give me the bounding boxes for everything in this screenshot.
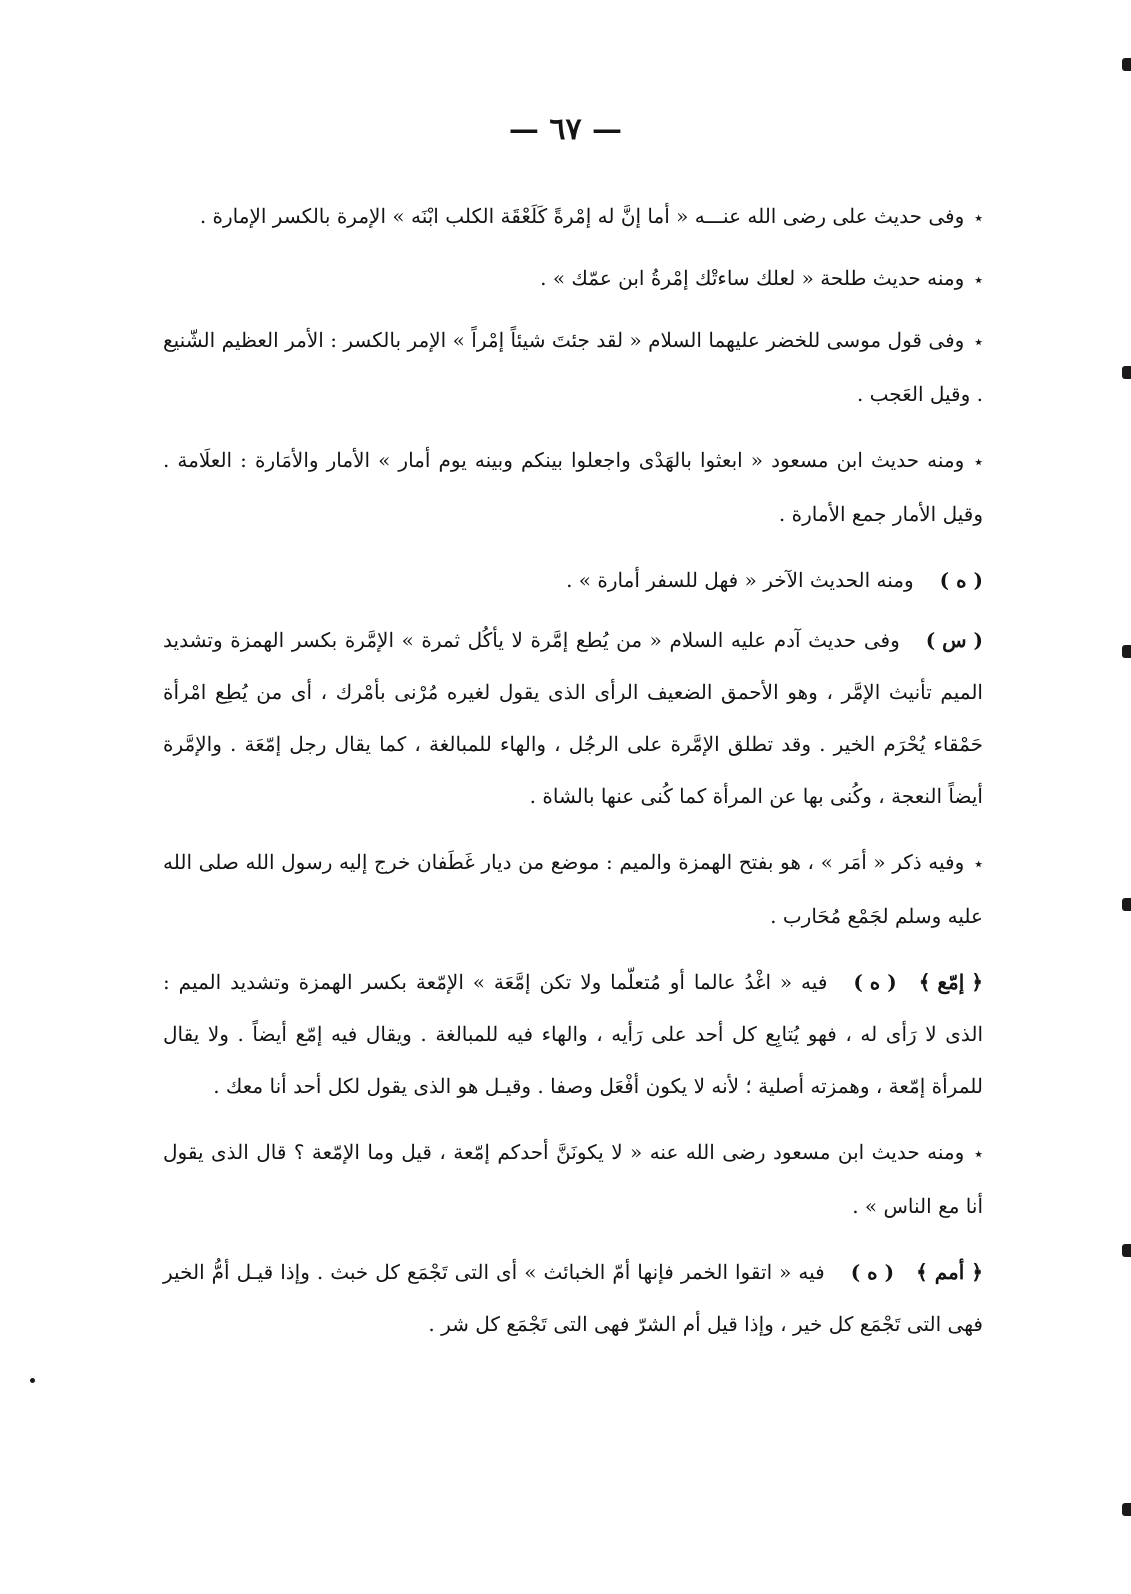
entry-marker-star: ٭ <box>974 452 983 471</box>
scan-edge-mark <box>1122 58 1131 71</box>
entry-marker-star: ٭ <box>974 1144 983 1163</box>
dictionary-text-body <box>163 190 983 1364</box>
entry-marker-star: ٭ <box>974 854 983 873</box>
headword: ﴿ أمم ﴾ <box>916 1260 983 1284</box>
entry-text: ومنه حديث ابن مسعود رضى الله عنه « لا يكونَنَّ أحدكم إمّعة ، قيل وما الإمّعة ؟ قال الذى يقول أنا مع الناس » . <box>163 1140 983 1218</box>
scan-edge-mark <box>1122 1503 1131 1516</box>
entry-safar-amara <box>163 554 983 606</box>
headword: ﴿ إمّع ﴾ <box>918 970 983 994</box>
page-number: — ٦٧ — <box>508 112 623 147</box>
scan-edge-mark <box>1122 1244 1131 1257</box>
scan-edge-mark <box>1122 645 1131 658</box>
entry-marker-star: ٭ <box>974 332 984 351</box>
scan-speck <box>30 1378 35 1383</box>
source-tag: ( ه ) <box>853 970 897 994</box>
entry-text: فيه « اغْدُ عالما أو مُتعلّما ولا تكن إمَّعَة » الإمّعة بكسر الهمزة وتشديد الميم : الذى لا رَأى له ، فهو يُتابِع كل أحد على رَأيه ، والهاء فيه للمبالغة . ويقال فيه إمّع أيضاً . ولا يقال للمرأة إمّعة ، وهمزته أصلية ؛ لأنه لا يكون أفْعَل وصفا . وقيـل هو الذى يقول لكل أحد أنا معك . <box>163 970 983 1098</box>
scan-edge-mark <box>1122 898 1131 911</box>
source-tag: ( ه ) <box>939 568 983 592</box>
entry-amar-place <box>163 836 983 942</box>
entry-text: وفى قول موسى للخضر عليهما السلام « لقد جئتَ شيئاً إمْراً » الإمر بالكسر : الأمر العظيم الشّنيع . وقيل العَجب . <box>163 328 983 406</box>
entry-text: ومنه الحديث الآخر « فهل للسفر أمارة » . <box>566 568 914 592</box>
entry-text: وفى حديث آدم عليه السلام « من يُطع إمَّرة لا يأكُل ثمرة » الإمَّرة بكسر الهمزة وتشديد الميم تأنيث الإمَّر ، وهو الأحمق الضعيف الرأى الذى يقول لغيره مُرْنى بأمْرك ، أى من يُطِع امْرأة حَمْقاء يُحْرَم الخير . وقد تطلق الإمَّرة على الرجُل ، والهاء للمبالغة ، كما يقال رجل إمّعَة . والإمَّرة أيضاً النعجة ، وكُنى بها عن المرأة كما كُنى عنها بالشاة . <box>163 628 983 808</box>
entry-text: ومنه حديث ابن مسعود « ابعثوا بالهَدْى واجعلوا بينكم وبينه يوم أمار » الأمار والأمَارة : العلَامة . وقيل الأمار جمع الأمارة . <box>163 448 983 526</box>
entry-text: ومنه حديث طلحة « لعلك ساءتْك إمْرةُ ابن عمّك » . <box>540 266 965 290</box>
scan-edge-mark <box>1122 366 1131 379</box>
entry-ibn-masud-imma <box>163 1126 983 1232</box>
entry-talha <box>163 252 983 306</box>
entry-marker-star: ٭ <box>974 270 983 289</box>
entry-ibn-masud-amar <box>163 434 983 540</box>
entry-marker-star: ٭ <box>974 208 983 227</box>
entry-emra-ali <box>163 190 983 244</box>
entry-text: وفى حديث على رضى الله عنـــه « أما إنَّ له إمْرةً كَلَعْقَة الكلب ابْنَه » الإمرة بالكسر الإمارة . <box>199 204 965 228</box>
entry-amam <box>163 1246 983 1350</box>
entry-imma <box>163 956 983 1112</box>
entry-text: وفيه ذكر « أمَر » ، هو بفتح الهمزة والميم : موضع من ديار غَطَفان خرج إليه رسول الله صلى الله عليه وسلم لجَمْع مُحَارب . <box>163 850 983 928</box>
entry-musa-khidr <box>163 314 983 420</box>
entry-adam-immara <box>163 614 983 822</box>
source-tag: ( س ) <box>925 628 983 652</box>
source-tag: ( ه ) <box>850 1260 895 1284</box>
entry-text: فيه « اتقوا الخمر فإنها أمّ الخبائث » أى التى تَجْمَع كل خبث . وإذا قيـل أمُّ الخير فهى التى تَجْمَع كل خير ، وإذا قيل أم الشرّ فهى التى تَجْمَع كل شر . <box>163 1260 983 1336</box>
